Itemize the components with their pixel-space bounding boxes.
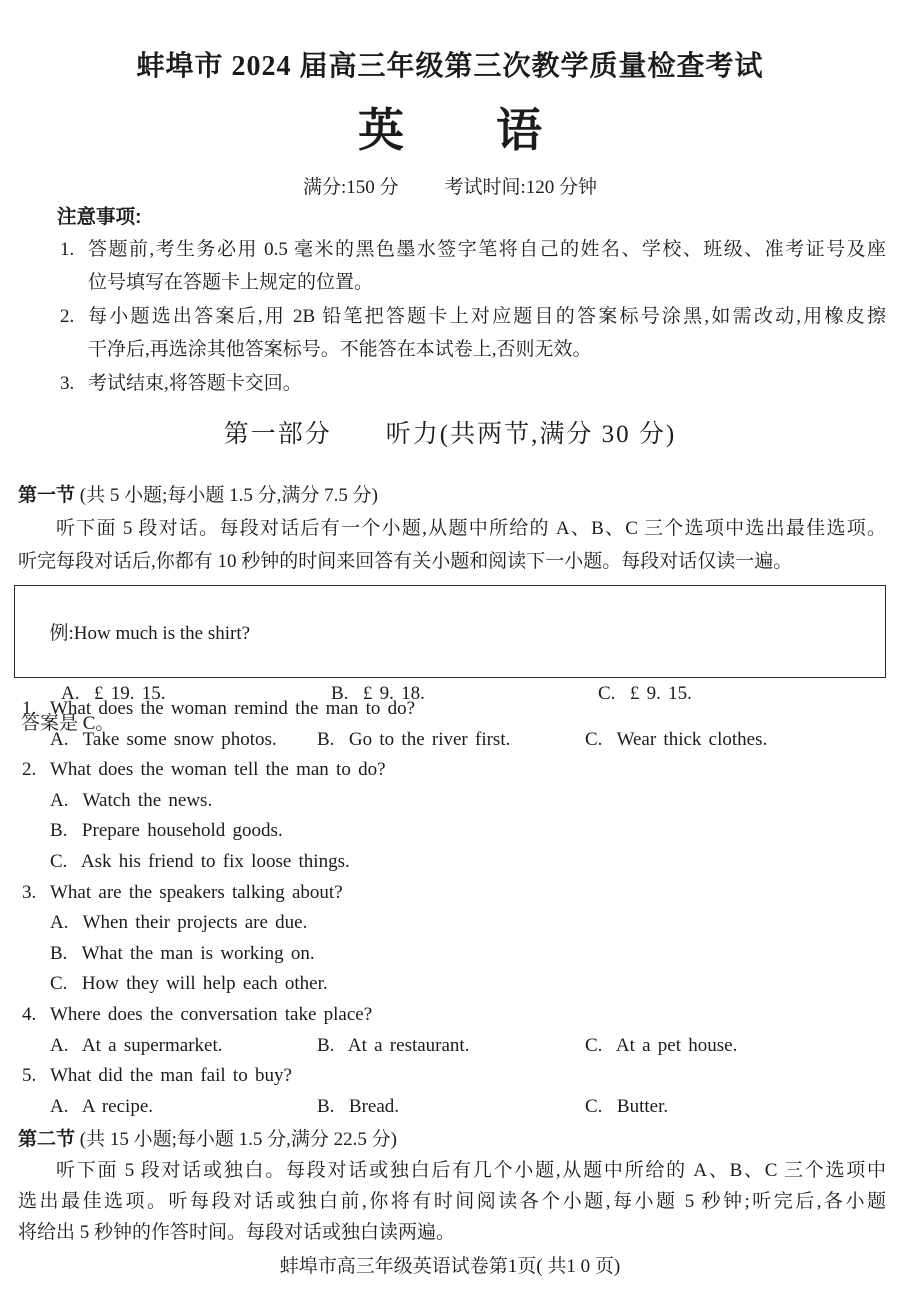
question-line [0, 1000, 900, 1031]
score-line [0, 172, 900, 199]
question-2-option-c: C. Ask his friend to fix loose things. [50, 850, 350, 872]
notice-item [60, 233, 886, 300]
notice-item [60, 367, 886, 400]
question-number: 3. [22, 881, 37, 903]
question-4-option-c: C. At a pet house. [585, 1034, 738, 1056]
section1-instructions-line: 听完每段对话后,你都有 10 秒钟的时间来回答有关小题和阅读下一小题。每段对话仅读一遍。 [18, 551, 793, 572]
notice-item-line: 考试结束,将答题卡交回。 [88, 372, 302, 394]
question-line [0, 878, 900, 909]
question-text: What does the woman tell the man to do? [50, 759, 386, 781]
section2-title-line [18, 1124, 886, 1155]
example-question: How much is the shirt? [73, 623, 251, 644]
section1-label: 第一节 [18, 485, 76, 506]
section1-meta: (共 5 小题;每小题 1.5 分,满分 7.5 分) [75, 485, 378, 506]
section1 [0, 479, 900, 578]
question-5-option-a: A. A recipe. [50, 1095, 154, 1117]
question-5-option-c: C. Butter. [585, 1095, 669, 1117]
question-1 [0, 694, 900, 755]
question-4-options [0, 1031, 900, 1062]
example-label: 例: [49, 623, 74, 644]
question-number: 4. [22, 1003, 37, 1025]
example-answer: 答案是 C。 [21, 713, 115, 734]
question-number: 1. [22, 698, 37, 719]
question-2-option-b: B. Prepare household goods. [50, 820, 283, 842]
notice-item-number: 1. [60, 239, 75, 260]
question-1-option-c: C. Wear thick clothes. [585, 728, 768, 750]
exam-title: 蚌埠市 2024 届高三年级第三次教学质量检查考试 [136, 51, 764, 82]
question-2 [0, 755, 900, 877]
notice-heading: 注意事项: [57, 206, 142, 228]
question-1-option-b: B. Go to the river first. [317, 728, 511, 750]
question-3-option-a: A. When their projects are due. [50, 912, 308, 934]
question-3-option-c: C. How they will help each other. [50, 973, 328, 995]
question-text: What did the man fail to buy? [50, 1065, 292, 1087]
duration-label: 考试时间:120 分钟 [444, 177, 598, 198]
question-1-options [0, 725, 900, 756]
question-line [0, 1061, 900, 1092]
section2-instructions-line: 选出最佳选项。听每段对话或独白前,你将有时间阅读各个小题,每小题 5 秒钟;听完后,各小题 [18, 1191, 886, 1212]
question-number: 5. [22, 1065, 37, 1087]
question-text: What are the speakers talking about? [50, 881, 343, 903]
listening-questions [0, 694, 900, 1122]
question-line [0, 755, 900, 786]
notice-item-number: 2. [60, 305, 75, 327]
question-number: 2. [22, 759, 37, 781]
section1-instructions-line: 听下面 5 段对话。每段对话后有一个小题,从题中所给的 A、B、C 三个选项中选出最佳选项。 [56, 518, 886, 539]
section1-title-line [18, 479, 886, 512]
page-footer: 蚌埠市高三年级英语试卷第1页( 共1 0 页) [279, 1256, 621, 1277]
section2-instructions-line: 将给出 5 秒钟的作答时间。每段对话或独白读两遍。 [18, 1222, 456, 1243]
example-option-b: B. £ 9. 18. [331, 683, 425, 704]
question-4-option-b: B. At a restaurant. [317, 1034, 470, 1056]
full-score-label: 满分:150 分 [302, 177, 399, 198]
question-3 [0, 878, 900, 1000]
question-1-option-a: A. Take some snow photos. [50, 728, 277, 750]
question-4-option-a: A. At a supermarket. [50, 1034, 223, 1056]
notice-item-line: 每小题选出答案后,用 2B 铅笔把答题卡上对应题目的答案标号涂黑,如需改动,用橡皮擦 [88, 305, 886, 327]
part1-heading: 第一部分 听力(共两节,满分 30 分) [223, 421, 677, 448]
notice-item-line: 干净后,再选涂其他答案标号。不能答在本试卷上,否则无效。 [88, 339, 592, 361]
section2 [0, 1124, 900, 1248]
question-line [0, 694, 900, 725]
question-text: Where does the conversation take place? [50, 1003, 373, 1025]
example-option-a: A. £ 19. 15. [61, 683, 166, 704]
question-4 [0, 1000, 900, 1061]
example-option-c: C. £ 9. 15. [598, 683, 692, 704]
question-5-option-b: B. Bread. [317, 1095, 400, 1117]
section2-label: 第二节 [18, 1129, 76, 1150]
question-2-option-a: A. Watch the news. [50, 789, 213, 811]
subject-title: 英 语 [358, 105, 542, 156]
notice-item-line: 答题前,考生务必用 0.5 毫米的黑色墨水签字笔将自己的姓名、学校、班级、准考证号及座 [88, 239, 886, 260]
question-3-option-b: B. What the man is working on. [50, 942, 315, 964]
notice-item [60, 300, 886, 367]
section2-instructions-line: 听下面 5 段对话或独白。每段对话或独白后有几个小题,从题中所给的 A、B、C 三个选项中 [56, 1160, 886, 1181]
notice-section [0, 201, 900, 400]
question-text: What does the woman remind the man to do? [50, 698, 416, 719]
question-5 [0, 1061, 900, 1122]
notice-item-number: 3. [60, 372, 75, 394]
notice-item-line: 位号填写在答题卡上规定的位置。 [88, 272, 374, 294]
example-question-line [15, 589, 885, 679]
section2-meta: (共 15 小题;每小题 1.5 分,满分 22.5 分) [75, 1129, 397, 1150]
question-5-options [0, 1092, 900, 1123]
